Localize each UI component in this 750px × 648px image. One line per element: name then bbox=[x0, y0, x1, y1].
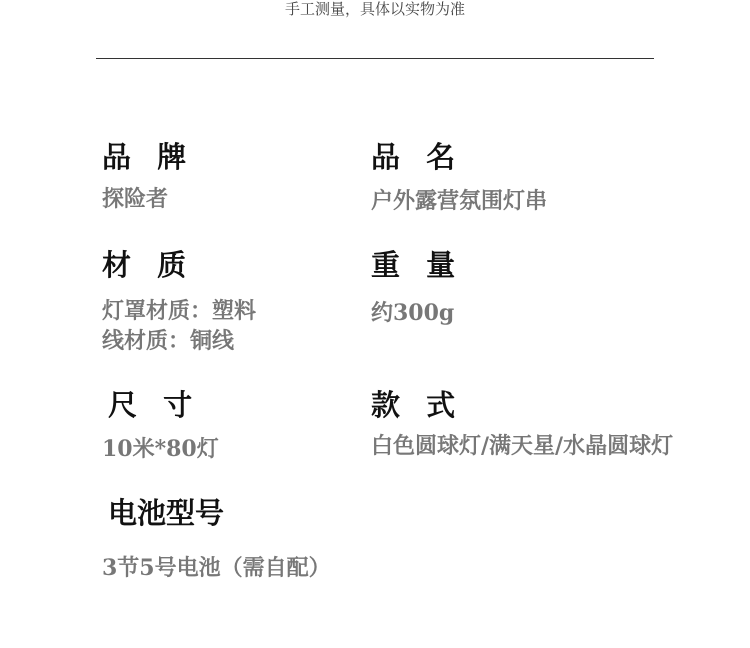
brand-value: 探险者 bbox=[102, 186, 169, 212]
battery-label: 电池型号 bbox=[108, 496, 225, 530]
material-label: 材质 bbox=[102, 248, 213, 282]
product-name-label: 品名 bbox=[371, 140, 482, 174]
product-name-value: 户外露营氛围灯串 bbox=[371, 188, 548, 214]
divider bbox=[96, 58, 654, 59]
size-value: 10米*80灯 bbox=[102, 436, 219, 462]
weight-value: 约300g bbox=[371, 300, 455, 326]
size-label: 尺寸 bbox=[108, 388, 219, 422]
style-label: 款式 bbox=[371, 388, 482, 422]
battery-value: 3节5号电池（需自配） bbox=[102, 555, 331, 581]
brand-label: 品牌 bbox=[102, 140, 213, 174]
weight-label: 重量 bbox=[371, 248, 482, 282]
material-value-line-2: 线材质：铜线 bbox=[102, 328, 235, 354]
measurement-note: 手工测量，具体以实物为准 bbox=[284, 0, 465, 18]
style-value: 白色圆球灯/满天星/水晶圆球灯 bbox=[371, 433, 674, 459]
material-value-line-1: 灯罩材质：塑料 bbox=[102, 298, 257, 324]
